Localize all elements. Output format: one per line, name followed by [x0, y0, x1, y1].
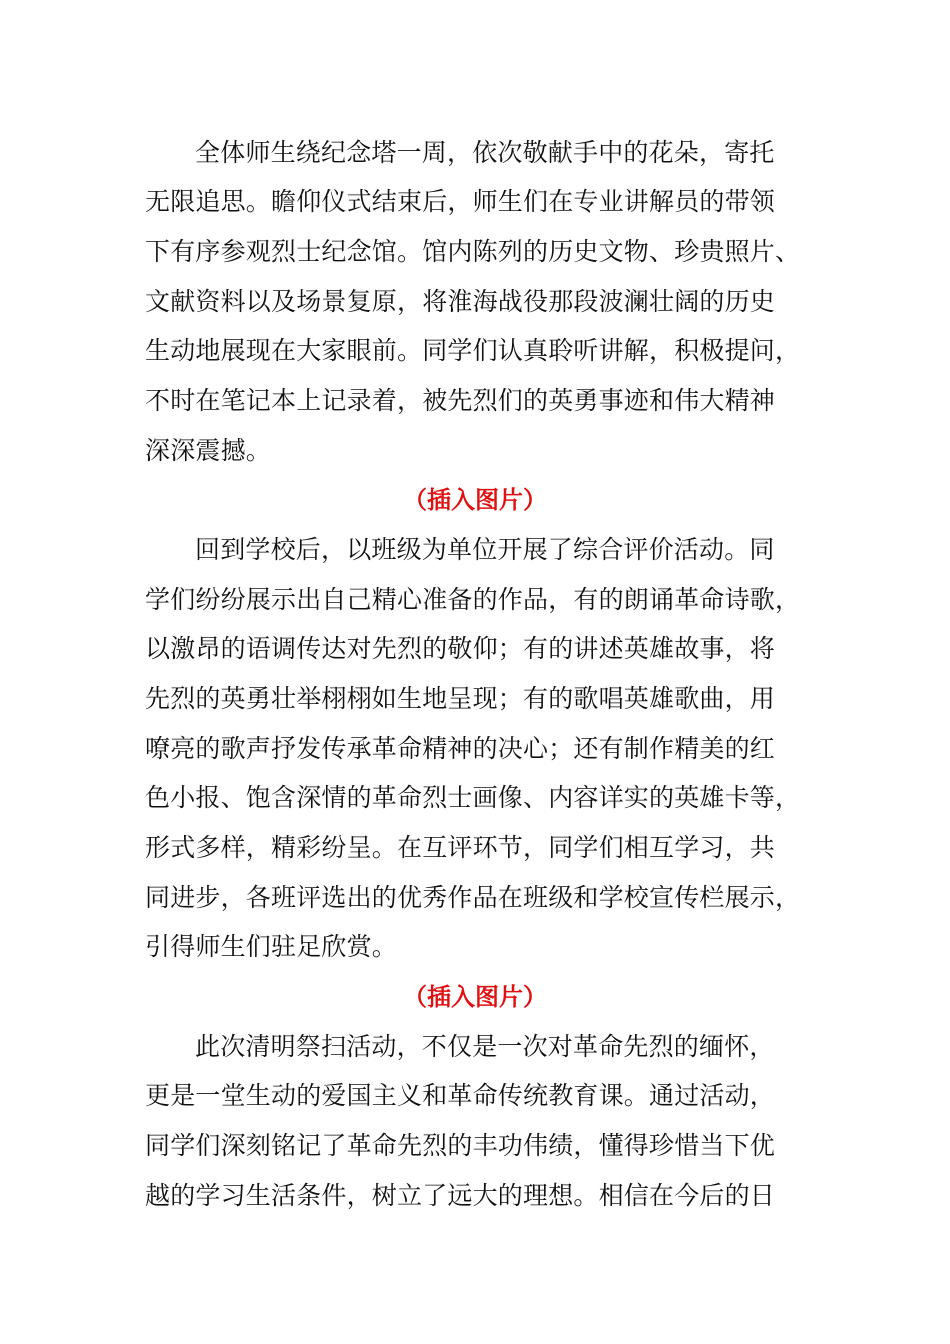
paragraph-1-line: 生动地展现在大家眼前。同学们认真聆听讲解，积极提问， [145, 336, 801, 365]
paragraph-2-line: 色小报、饱含深情的革命烈士画像、内容详实的英雄卡等， [145, 783, 801, 812]
image-placeholder-label: （插入图片） [403, 486, 547, 514]
paragraph-3-line: 同学们深刻铭记了革命先烈的丰功伟绩，懂得珍惜当下优 [145, 1131, 776, 1160]
paragraph-2-line: 引得师生们驻足欣赏。 [145, 932, 398, 961]
paragraph-2-line: 以激昂的语调传达对先烈的敬仰；有的讲述英雄故事，将 [145, 634, 776, 663]
paragraph-3-line: 此次清明祭扫活动，不仅是一次对革命先烈的缅怀， [195, 1032, 775, 1061]
paragraph-2-line: 同进步，各班评选出的优秀作品在班级和学校宣传栏展示， [145, 883, 801, 912]
image-placeholder-label: （插入图片） [403, 983, 547, 1011]
paragraph-1-line: 无限追思。瞻仰仪式结束后，师生们在专业讲解员的带领 [145, 187, 776, 216]
paragraph-1-line: 全体师生绕纪念塔一周，依次敬献手中的花朵，寄托 [195, 138, 775, 167]
paragraph-2-line: 回到学校后，以班级为单位开展了综合评价活动。同 [195, 535, 775, 564]
paragraph-2-line: 形式多样，精彩纷呈。在互评环节，同学们相互学习，共 [145, 833, 776, 862]
paragraph-3-line: 越的学习生活条件，树立了远大的理想。相信在今后的日 [145, 1181, 776, 1210]
paragraph-1-line: 不时在笔记本上记录着，被先烈们的英勇事迹和伟大精神 [145, 386, 776, 415]
paragraph-2-line: 学们纷纷展示出自己精心准备的作品，有的朗诵革命诗歌， [145, 585, 801, 614]
paragraph-1-line: 文献资料以及场景复原，将淮海战役那段波澜壮阔的历史 [145, 287, 776, 316]
paragraph-2-line: 嘹亮的歌声抒发传承革命精神的决心；还有制作精美的红 [145, 734, 776, 763]
paragraph-2-line: 先烈的英勇壮举栩栩如生地呈现；有的歌唱英雄歌曲，用 [145, 684, 776, 713]
paragraph-3-line: 更是一堂生动的爱国主义和革命传统教育课。通过活动， [145, 1081, 776, 1110]
paragraph-1-line: 深深震撼。 [145, 436, 272, 465]
paragraph-1-line: 下有序参观烈士纪念馆。馆内陈列的历史文物、珍贵照片、 [145, 237, 801, 266]
